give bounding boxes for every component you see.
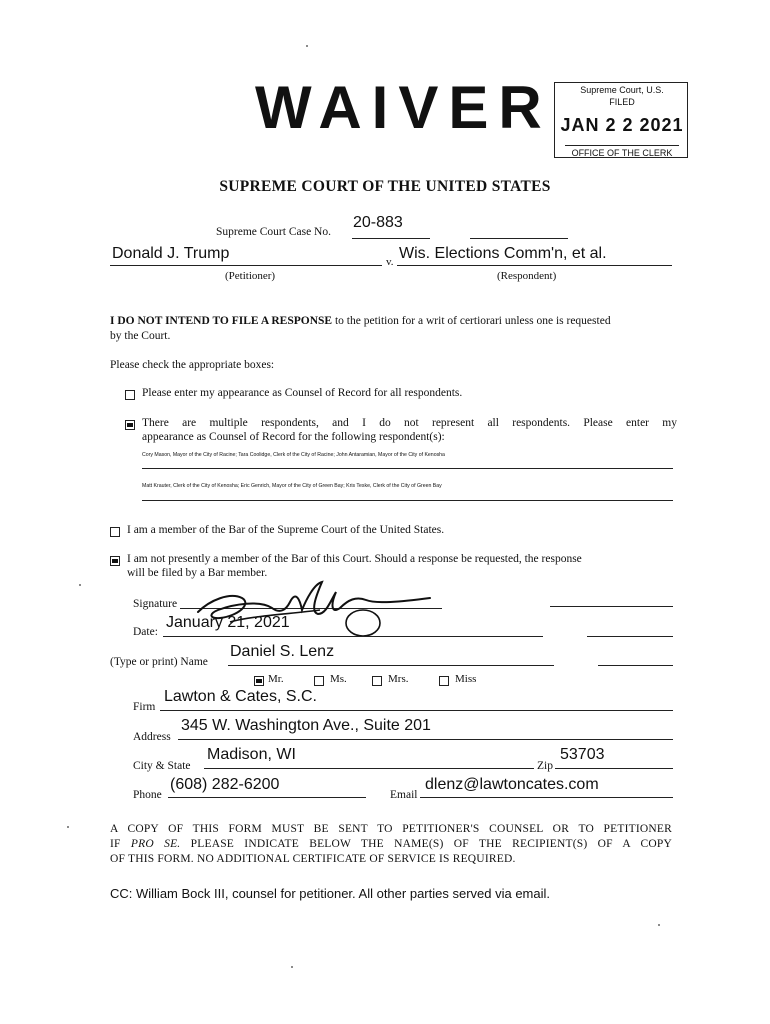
stamp-office-text: OFFICE OF THE CLERK [571, 148, 673, 158]
case-number-value[interactable]: 20-883 [353, 214, 403, 231]
not-bar-member-text-2: will be filed by a Bar member. [127, 567, 268, 579]
zip-line [555, 768, 673, 769]
intent-statement [110, 315, 680, 327]
scan-speck [658, 924, 660, 926]
address-value[interactable]: 345 W. Washington Ave., Suite 201 [181, 717, 431, 734]
salutation-miss-checkbox[interactable] [439, 676, 449, 686]
city-state-label: City & State [133, 760, 191, 772]
stamp-court-text: Supreme Court, U.S. [580, 85, 664, 95]
notice-pro-se: PRO SE. [130, 838, 181, 850]
firm-value[interactable]: Lawton & Cates, S.C. [164, 688, 317, 705]
zip-value[interactable]: 53703 [560, 746, 605, 763]
scan-speck [79, 584, 81, 586]
all-respondents-text: Please enter my appearance as Counsel of Record for all respondents. [142, 387, 463, 399]
phone-label: Phone [133, 789, 162, 801]
notice-line-2-pre: IF [110, 838, 131, 850]
email-line [420, 797, 673, 798]
case-number-line [352, 238, 430, 239]
multiple-respondents-text: There are multiple respondents, and I do not represent all respondents. Please enter my [142, 417, 677, 429]
address-label: Address [133, 731, 171, 743]
respondents-line-2 [142, 500, 673, 501]
not-bar-member-text: I am not presently a member of the Bar of this Court. Should a response be requested, the response [127, 553, 582, 565]
scan-speck [306, 45, 308, 47]
respondents-list-line-1[interactable]: Cory Mason, Mayor of the City of Racine; Tara Coolidge, Clerk of the City of Racine; John Antaramian, Mayor of the City of Kenosha [142, 452, 445, 458]
bar-member-checkbox[interactable] [110, 527, 120, 537]
name-line [228, 665, 554, 666]
bar-member-text: I am a member of the Bar of the Supreme Court of the United States. [127, 524, 445, 536]
phone-line [168, 797, 366, 798]
intent-rest: to the petition for a writ of certiorari unless one is requested [332, 315, 611, 327]
notice-line-2 [110, 838, 672, 850]
cc-line: CC: William Bock III, counsel for petitioner. All other parties served via email. [110, 886, 551, 901]
handwritten-signature[interactable] [190, 570, 450, 645]
all-respondents-checkbox[interactable] [125, 390, 135, 400]
case-number-line-2 [470, 238, 568, 239]
salutation-mrs-checkbox[interactable] [372, 676, 382, 686]
scan-speck [291, 966, 293, 968]
notice-line-3: OF THIS FORM. NO ADDITIONAL CERTIFICATE OF SERVICE IS REQUIRED. [110, 853, 516, 865]
not-bar-member-checkbox[interactable] [110, 556, 120, 566]
petitioner-label: (Petitioner) [225, 270, 276, 282]
zip-label: Zip [537, 760, 553, 772]
city-state-value[interactable]: Madison, WI [207, 746, 296, 763]
signature-line-right [550, 606, 673, 607]
respondent-name[interactable]: Wis. Elections Comm'n, et al. [399, 245, 607, 262]
firm-line [160, 710, 673, 711]
date-line-right [587, 636, 673, 637]
salutation-ms-label: Ms. [330, 673, 347, 685]
petitioner-name[interactable]: Donald J. Trump [112, 245, 230, 262]
notice-line-1: A COPY OF THIS FORM MUST BE SENT TO PETITIONER'S COUNSEL OR TO PETITIONER [110, 823, 672, 835]
intent-bold: I DO NOT INTEND TO FILE A RESPONSE [110, 315, 333, 327]
multiple-respondents-text-2: appearance as Counsel of Record for the following respondent(s): [142, 431, 445, 443]
salutation-mrs-label: Mrs. [388, 673, 409, 685]
petitioner-line [110, 265, 382, 266]
respondent-label: (Respondent) [497, 270, 557, 282]
stamp-date: JAN 2 2 2021 [560, 115, 684, 135]
signature-label: Signature [133, 598, 178, 610]
respondent-line [397, 265, 672, 266]
salutation-ms-checkbox[interactable] [314, 676, 324, 686]
salutation-miss-label: Miss [455, 673, 477, 685]
email-label: Email [390, 789, 418, 801]
firm-label: Firm [133, 701, 156, 713]
email-value[interactable]: dlenz@lawtoncates.com [425, 776, 599, 793]
scan-speck [67, 826, 69, 828]
name-label: (Type or print) Name [110, 656, 208, 668]
versus-text: v. [386, 256, 394, 268]
name-line-right [598, 665, 673, 666]
date-label: Date: [133, 626, 158, 638]
city-state-line [204, 768, 534, 769]
court-heading: SUPREME COURT OF THE UNITED STATES [219, 178, 551, 195]
filed-stamp [554, 82, 688, 158]
respondents-list-line-2[interactable]: Matt Krauter, Clerk of the City of Kenosha; Eric Genrich, Mayor of the City of Green Bay; Kris Teske, Clerk of the City of Green Bay [142, 483, 442, 489]
respondents-line-1 [142, 468, 673, 469]
salutation-mr-checkbox[interactable] [254, 676, 264, 686]
notice-line-2-post: PLEASE INDICATE BELOW THE NAME(S) OF THE RECIPIENT(S) OF A COPY [180, 838, 673, 850]
stamp-filed-text: FILED [609, 97, 635, 107]
date-value[interactable]: January 21, 2021 [166, 614, 290, 631]
form-title: WAIVER [255, 74, 552, 141]
intent-line-2: by the Court. [110, 330, 171, 342]
case-number-label: Supreme Court Case No. [216, 226, 331, 238]
salutation-mr-label: Mr. [268, 673, 284, 685]
phone-value[interactable]: (608) 282-6200 [170, 776, 280, 793]
multiple-respondents-checkbox[interactable] [125, 420, 135, 430]
stamp-divider [565, 145, 679, 146]
address-line [178, 739, 673, 740]
name-value[interactable]: Daniel S. Lenz [230, 643, 335, 660]
instructions-text: Please check the appropriate boxes: [110, 359, 275, 371]
date-line [163, 636, 543, 637]
